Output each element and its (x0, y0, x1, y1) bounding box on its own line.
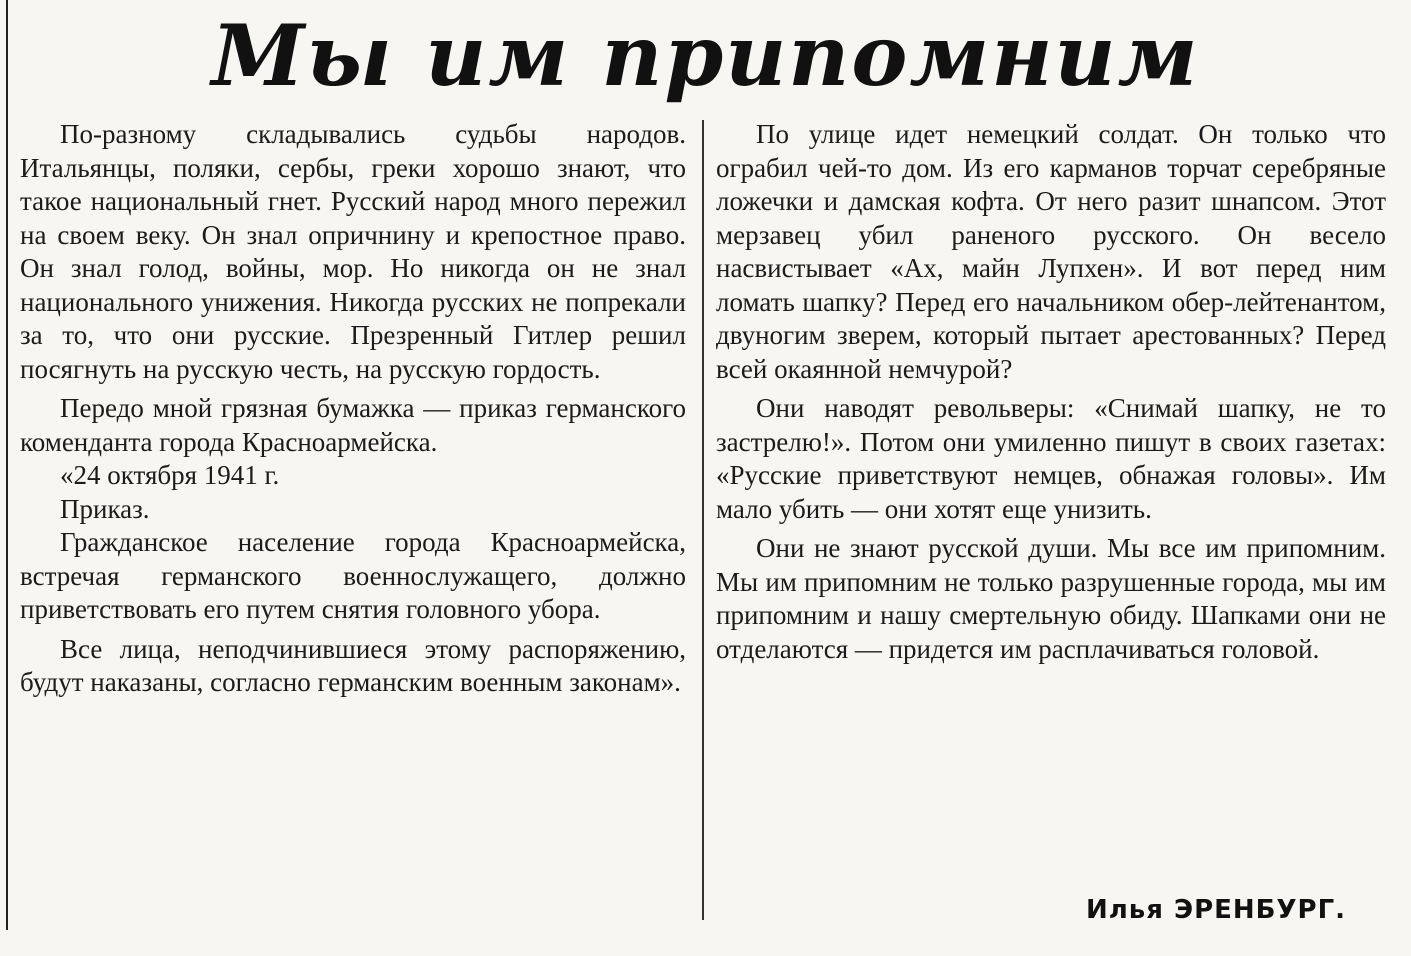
right-column (716, 118, 1386, 666)
headline: Мы им припомним (211, 6, 1200, 105)
page-border-line (6, 0, 8, 930)
quote-heading: Приказ. (60, 493, 150, 524)
left-column (20, 118, 686, 700)
paragraph: Они не знают русской души. Мы все им припомним. Мы им припомним не только разрушенные города, мы им припомним и нашу смертельную обиду. Шапками они не отделаются — придется им расплачиваться головой. (716, 533, 1386, 664)
paragraph: Они наводят револьверы: «Снимай шапку, не то застрелю!». Потом они умиленно пишут в своих газетах: «Русские приветствуют немцев, обнажая головы». Им мало убить — они хотят еще унизить. (716, 393, 1386, 524)
paragraph: По улице идет немецкий солдат. Он только что ограбил чей-то дом. Из его карманов торчат серебряные ложечки и дамская кофта. От него разит шнапсом. Этот мерзавец убил раненого русского. Он весело насвистывает «Ах, майн Лупхен». И вот перед ним ломать шапку? Перед его начальником обер-лейтенантом, двуногим зверем, который пытает арестованных? Перед всей окаянной немчурой? (716, 119, 1386, 384)
paragraph: Передо мной грязная бумажка — приказ германского коменданта города Красноармейска. (20, 393, 686, 457)
column-divider (702, 120, 704, 920)
quote-paragraph: Гражданское население города Красноармейска, встречая германского военнослужащего, должно приветствовать его путем снятия головного убора. (20, 527, 686, 624)
quote-paragraph: Все лица, неподчинившиеся этому распоряжению, будут наказаны, согласно германским военным законам». (20, 633, 686, 697)
author-signature: Илья ЭРЕНБУРГ. (1086, 895, 1347, 925)
quote-date: «24 октября 1941 г. (60, 460, 280, 490)
paragraph: По-разному складывались судьбы народов. Итальянцы, поляки, сербы, греки хорошо знают, что такое национальный гнет. Русский народ много пережил на своем веку. Он знал опричнину и крепостное право. Он знал голод, войны, мор. Но никогда он не знал национального унижения. Никогда русских не попрекали за то, что они русские. Презренный Гитлер решил посягнуть на русскую честь, на русскую гордость. (20, 119, 686, 384)
